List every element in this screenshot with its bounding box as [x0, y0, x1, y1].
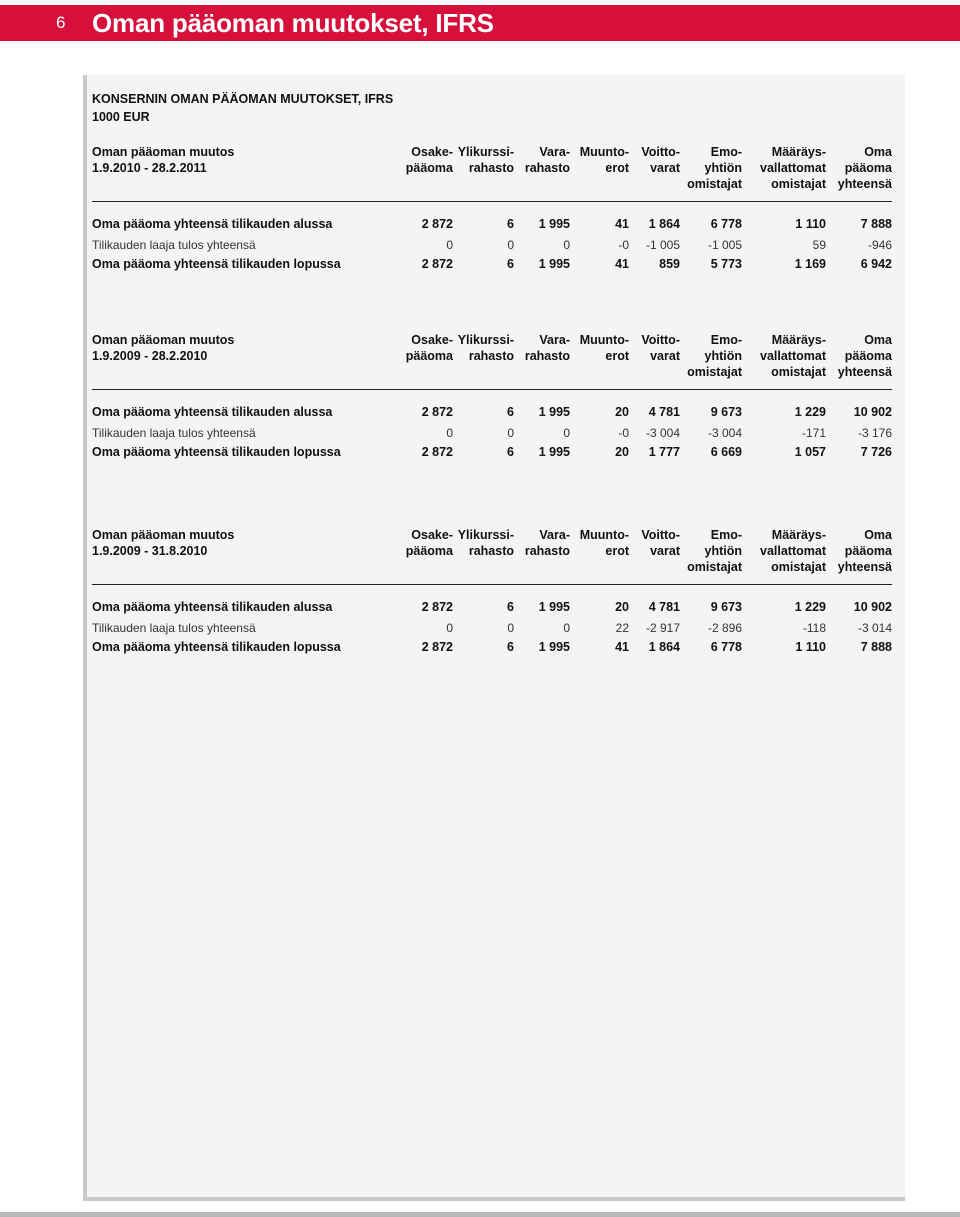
row-value: 41	[615, 640, 629, 654]
row-value: 1 110	[795, 640, 826, 654]
column-header-line: omistajat	[687, 177, 742, 191]
row-value: 0	[446, 426, 453, 440]
row-value: -0	[618, 426, 629, 440]
row-value: 2 872	[421, 600, 453, 614]
row-value: 20	[615, 405, 629, 419]
row-value: 0	[563, 238, 570, 252]
row-value: 4 781	[648, 405, 680, 419]
row-label: Tilikauden laaja tulos yhteensä	[92, 238, 256, 252]
row-value: 1 995	[538, 257, 570, 271]
column-header-line: Emo-	[710, 145, 742, 159]
table-period: 1.9.2009 - 31.8.2010	[92, 544, 208, 558]
row-label: Oma pääoma yhteensä tilikauden lopussa	[92, 257, 341, 271]
row-value: 41	[615, 257, 629, 271]
column-header-line: Osake-	[411, 145, 453, 159]
table-row	[92, 216, 892, 232]
row-value: 2 872	[421, 405, 453, 419]
column-header-line: pääoma	[405, 161, 453, 175]
row-value: 22	[615, 621, 629, 635]
row-value: 20	[615, 600, 629, 614]
table-period: 1.9.2009 - 28.2.2010	[92, 349, 208, 363]
row-value: 4 781	[648, 600, 680, 614]
row-value: 1 110	[795, 217, 826, 231]
column-header-line: Ylikurssi-	[457, 528, 514, 542]
column-header-line: omistajat	[771, 365, 826, 379]
footer-rule	[0, 1212, 960, 1217]
column-header-line: Osake-	[411, 528, 453, 542]
page-number: 6	[56, 13, 66, 32]
column-header-line: Voitto-	[641, 528, 680, 542]
report-unit: 1000 EUR	[92, 110, 150, 124]
row-value: -3 004	[645, 426, 680, 440]
page-title: Oman pääoman muutokset, IFRS	[92, 7, 494, 38]
column-header	[802, 144, 892, 192]
column-header-line: pääoma	[844, 349, 892, 363]
column-header-line: rahasto	[524, 161, 570, 175]
row-value: -171	[801, 426, 826, 440]
row-value: 2 872	[421, 640, 453, 654]
row-value: 1 995	[538, 600, 570, 614]
equity-table-3	[92, 527, 892, 654]
row-value: 1 057	[794, 445, 826, 459]
column-header-line: varat	[650, 544, 680, 558]
column-header-line: erot	[605, 161, 629, 175]
row-value: 1 995	[538, 217, 570, 231]
row-label: Tilikauden laaja tulos yhteensä	[92, 426, 256, 440]
column-header-line: yhtiön	[704, 161, 742, 175]
column-header-line: omistajat	[771, 560, 826, 574]
column-header	[802, 527, 892, 575]
table-row	[92, 256, 892, 272]
row-value: 1 229	[794, 600, 826, 614]
row-value: -1 005	[645, 238, 680, 252]
table-period-label	[92, 332, 234, 364]
column-header-line: Vara-	[539, 333, 570, 347]
row-value: -118	[802, 621, 826, 635]
row-value: 0	[446, 238, 453, 252]
column-header-line: Voitto-	[641, 333, 680, 347]
column-header	[802, 332, 892, 380]
column-header-line: Voitto-	[641, 145, 680, 159]
row-value: -946	[867, 238, 892, 252]
row-value: 1 995	[538, 405, 570, 419]
column-header-line: rahasto	[468, 349, 514, 363]
row-value: 1 229	[794, 405, 826, 419]
row-value: 0	[563, 621, 570, 635]
row-value: 41	[615, 217, 629, 231]
row-value: -2 896	[707, 621, 742, 635]
column-header	[652, 527, 742, 575]
header-rule	[92, 389, 892, 390]
row-label: Oma pääoma yhteensä tilikauden alussa	[92, 217, 333, 231]
row-label: Oma pääoma yhteensä tilikauden alussa	[92, 405, 333, 419]
row-value: 20	[615, 445, 629, 459]
row-value: 859	[659, 257, 680, 271]
table-row	[92, 620, 892, 636]
column-header	[652, 332, 742, 380]
page-banner	[0, 5, 960, 41]
row-value: 6 942	[860, 257, 892, 271]
row-value: 1 864	[648, 640, 680, 654]
row-value: 6 778	[710, 640, 742, 654]
table-row	[92, 444, 892, 460]
column-header-line: rahasto	[468, 544, 514, 558]
row-value: -2 917	[645, 621, 680, 635]
column-header-line: vallattomat	[760, 349, 826, 363]
row-value: 6	[507, 445, 514, 459]
row-value: 1 169	[794, 257, 826, 271]
column-header-line: omistajat	[687, 560, 742, 574]
table-period-label	[92, 144, 234, 176]
row-value: 6 669	[710, 445, 742, 459]
row-value: 5 773	[710, 257, 742, 271]
equity-table-2	[92, 332, 892, 459]
row-label: Oma pääoma yhteensä tilikauden lopussa	[92, 445, 341, 459]
column-header-line: yhtiön	[704, 544, 742, 558]
column-header-line: pääoma	[405, 544, 453, 558]
row-value: 1 995	[538, 445, 570, 459]
row-label: Oma pääoma yhteensä tilikauden lopussa	[92, 640, 341, 654]
column-header-line: Vara-	[539, 528, 570, 542]
column-header-line: Oma	[864, 528, 892, 542]
row-value: 10 902	[853, 405, 892, 419]
table-row	[92, 425, 892, 441]
table-period-label	[92, 527, 234, 559]
column-header-line: varat	[650, 161, 680, 175]
header-rule	[92, 584, 892, 585]
row-value: 1 864	[648, 217, 680, 231]
row-value: 0	[507, 238, 514, 252]
row-value: -1 005	[707, 238, 742, 252]
row-value: 10 902	[853, 600, 892, 614]
column-header-line: Emo-	[710, 333, 742, 347]
row-value: 6 778	[710, 217, 742, 231]
column-header-line: yhteensä	[837, 560, 892, 574]
row-value: 7 888	[860, 217, 892, 231]
row-value: 6	[507, 405, 514, 419]
row-value: 9 673	[710, 600, 742, 614]
report-heading: KONSERNIN OMAN PÄÄOMAN MUUTOKSET, IFRS	[92, 92, 394, 106]
column-header-line: Osake-	[411, 333, 453, 347]
column-header-line: Muunto-	[579, 528, 629, 542]
row-value: 0	[507, 426, 514, 440]
column-header-line: Ylikurssi-	[457, 333, 514, 347]
column-header-line: yhteensä	[837, 177, 892, 191]
column-header-line: omistajat	[687, 365, 742, 379]
column-header-line: omistajat	[771, 177, 826, 191]
column-header-line: Määräys-	[771, 333, 826, 347]
column-header-line: erot	[605, 349, 629, 363]
row-value: -0	[618, 238, 629, 252]
row-value: 9 673	[710, 405, 742, 419]
column-header	[652, 144, 742, 192]
column-header-line: Oma	[864, 333, 892, 347]
column-header-line: Määräys-	[771, 145, 826, 159]
table-row	[92, 599, 892, 615]
column-header-line: rahasto	[468, 161, 514, 175]
column-header-line: Emo-	[710, 528, 742, 542]
table-header	[92, 144, 892, 196]
row-value: 7 888	[860, 640, 892, 654]
column-header-line: yhtiön	[704, 349, 742, 363]
table-title: Oman pääoman muutos	[92, 528, 235, 542]
row-value: 2 872	[421, 445, 453, 459]
table-row	[92, 639, 892, 655]
row-value: 0	[446, 621, 453, 635]
column-header-line: pääoma	[844, 161, 892, 175]
table-period: 1.9.2010 - 28.2.2011	[92, 161, 207, 175]
row-value: -3 014	[857, 621, 892, 635]
row-value: 0	[563, 426, 570, 440]
table-title: Oman pääoman muutos	[92, 145, 235, 159]
row-value: 7 726	[860, 445, 892, 459]
table-header	[92, 527, 892, 579]
row-value: 59	[812, 238, 826, 252]
row-value: 6	[507, 600, 514, 614]
column-header-line: Muunto-	[579, 145, 629, 159]
row-value: 0	[507, 621, 514, 635]
table-title: Oman pääoman muutos	[92, 333, 235, 347]
row-value: 1 777	[648, 445, 680, 459]
column-header-line: Ylikurssi-	[457, 145, 514, 159]
column-header-line: vallattomat	[760, 161, 826, 175]
equity-table-1	[92, 144, 892, 271]
row-value: 2 872	[421, 257, 453, 271]
column-header-line: pääoma	[405, 349, 453, 363]
column-header-line: vallattomat	[760, 544, 826, 558]
row-value: 6	[507, 217, 514, 231]
column-header-line: erot	[605, 544, 629, 558]
table-header	[92, 332, 892, 384]
row-value: 6	[507, 640, 514, 654]
column-header-line: Määräys-	[771, 528, 826, 542]
column-header-line: rahasto	[524, 544, 570, 558]
row-label: Oma pääoma yhteensä tilikauden alussa	[92, 600, 333, 614]
header-rule	[92, 201, 892, 202]
row-label: Tilikauden laaja tulos yhteensä	[92, 621, 256, 635]
row-value: -3 004	[707, 426, 742, 440]
column-header-line: pääoma	[844, 544, 892, 558]
row-value: 2 872	[421, 217, 453, 231]
table-row	[92, 404, 892, 420]
column-header-line: Oma	[864, 145, 892, 159]
column-header-line: yhteensä	[837, 365, 892, 379]
row-value: 6	[507, 257, 514, 271]
column-header-line: Muunto-	[579, 333, 629, 347]
column-header-line: rahasto	[524, 349, 570, 363]
row-value: -3 176	[857, 426, 892, 440]
row-value: 1 995	[538, 640, 570, 654]
column-header-line: varat	[650, 349, 680, 363]
column-header-line: Vara-	[539, 145, 570, 159]
table-row	[92, 237, 892, 253]
